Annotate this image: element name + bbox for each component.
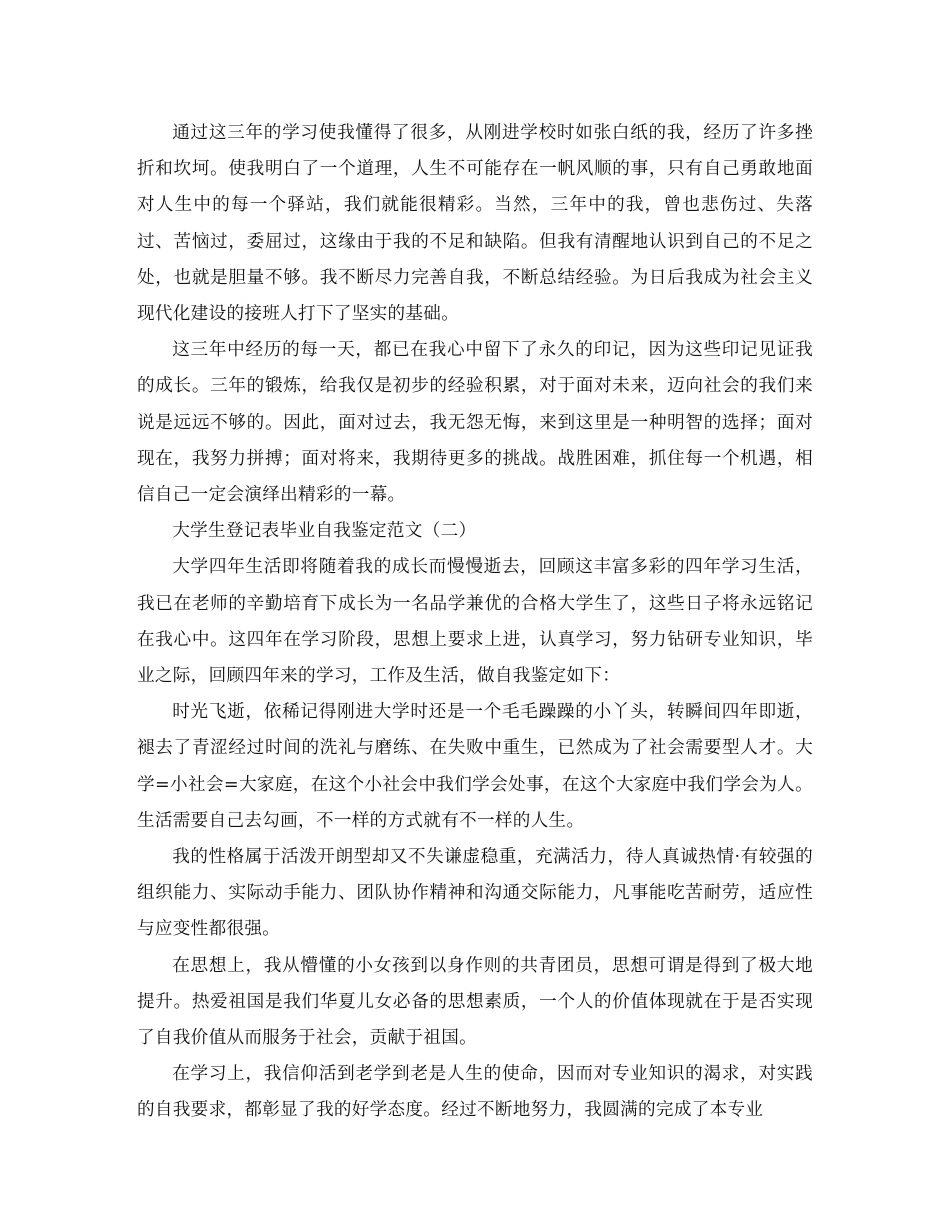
paragraph-study: 在学习上，我信仰活到老学到老是人生的使命，因而对专业知识的渴求，对实践的自我要求，都彰显了我的好学态度。经过不断地努力，我圆满的完成了本专业 bbox=[137, 1064, 813, 1121]
paragraph-study-growth: 通过这三年的学习使我懂得了很多，从刚进学校时如张白纸的我，经历了许多挫折和坎坷。使我明白了一个道理，人生不可能存在一帆风顺的事，只有自己勇敢地面对人生中的每一个驿站，我们就能很精彩。当然，三年中的我，曾也悲伤过、失落过、苦恼过，委屈过，这缘由于我的不足和缺陷。但我有清醒地认识到自己的不足之处，也就是胆量不够。我不断尽力完善自我，不断总结经验。为日后我成为社会主义现代化建设的接班人打下了坚实的基础。 bbox=[137, 123, 813, 325]
section-title: 大学生登记表毕业自我鉴定范文（二） bbox=[172, 521, 477, 542]
paragraph-personality: 我的性格属于活泼开朗型却又不失谦虚稳重，充满活力，待人真诚热情·有较强的组织能力、实际动手能力、团队协作精神和沟通交际能力，凡事能吃苦耐劳，适应性与应变性都很强。 bbox=[137, 847, 813, 940]
paragraph-three-years: 这三年中经历的每一天，都已在我心中留下了永久的印记，因为这些印记见证我的成长。三年的锻炼，给我仅是初步的经验积累，对于面对未来，迈向社会的我们来说是远远不够的。因此，面对过去，我无怨无悔，来到这里是一种明智的选择；面对现在，我努力拼搏；面对将来，我期待更多的挑战。战胜困难，抓住每一个机遇，相信自己一定会演绎出精彩的一幕。 bbox=[137, 340, 813, 506]
paragraph-ideology: 在思想上，我从懵懂的小女孩到以身作则的共青团员，思想可谓是得到了极大地提升。热爱祖国是我们华夏儿女必备的思想素质，一个人的价值体现就在于是否实现了自我价值从而服务于社会，贡献于祖国。 bbox=[137, 955, 813, 1049]
paragraph-time-flies: 时光飞逝，依稀记得刚进大学时还是一个毛毛躁躁的小丫头，转瞬间四年即逝，褪去了青涩经过时间的洗礼与磨练、在失败中重生，已然成为了社会需要型人才。大学=小社会=大家庭，在这个小社会中我们学会处事，在这个大家庭中我们学会为人。生活需要自己去勾画，不一样的方式就有不一样的人生。 bbox=[137, 702, 813, 831]
paragraph-four-years: 大学四年生活即将随着我的成长而慢慢逝去，回顾这丰富多彩的四年学习生活，我已在老师的辛勤培育下成长为一名品学兼优的合格大学生了，这些日子将永远铭记在我心中。这四年在学习阶段，思想上要求上进，认真学习，努力钻研专业知识，毕业之际，回顾四年来的学习，工作及生活，做自我鉴定如下： bbox=[137, 557, 813, 687]
